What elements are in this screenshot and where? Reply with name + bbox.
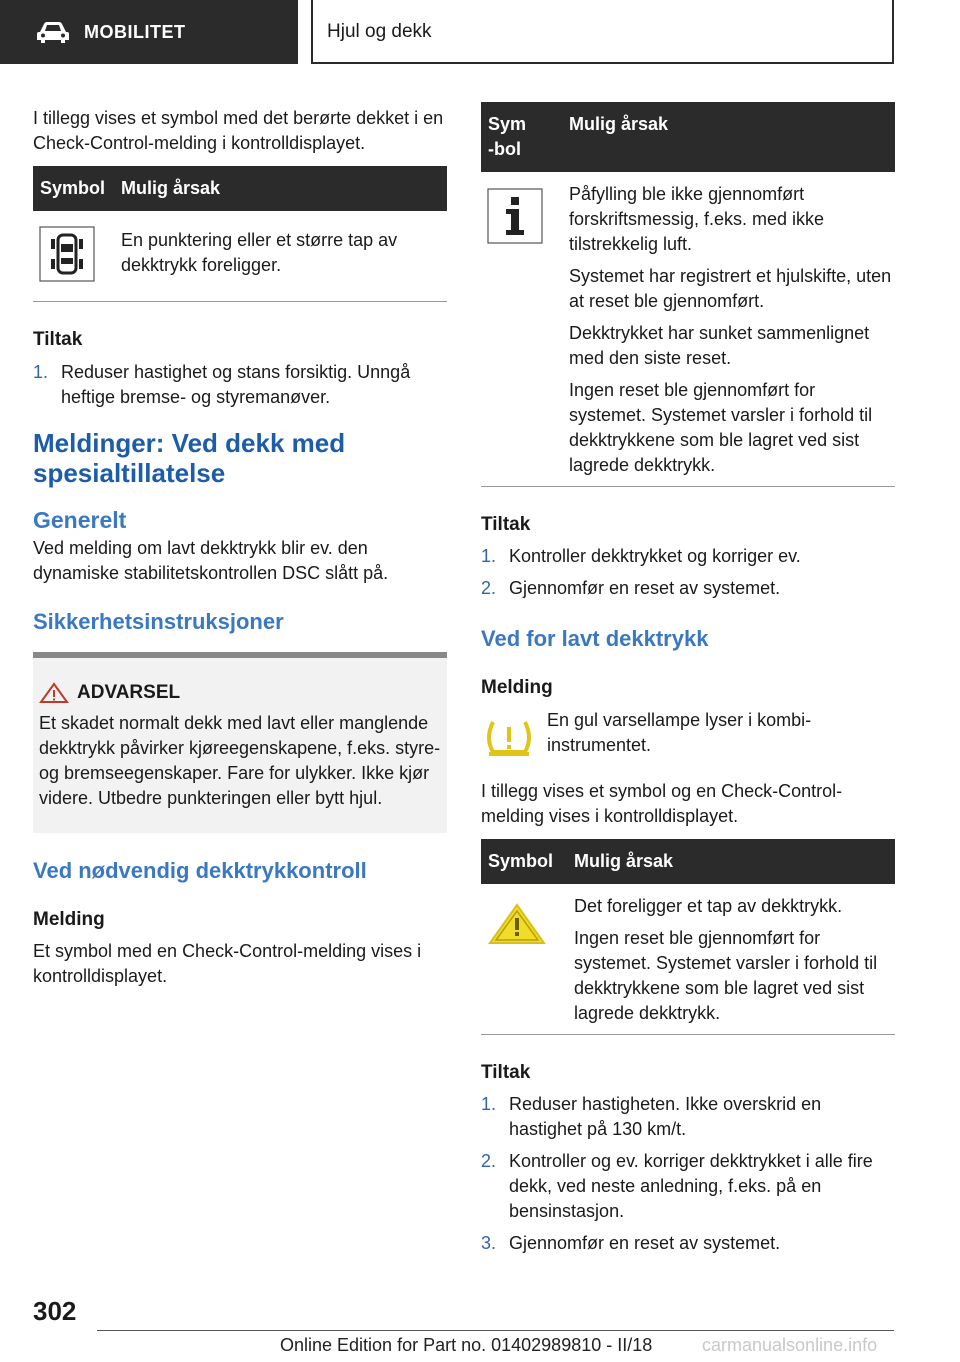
melding-block [481,708,895,765]
col-cause-header: Mulig årsak [569,114,669,134]
info-icon [487,188,543,244]
table-row [481,172,895,487]
cause-text: Systemet har registrert et hjulskifte, uten at reset ble gjennomført. [569,266,892,311]
table-header [481,102,895,172]
tiltak-heading: Tiltak [33,329,83,350]
cause-text: Dekktrykket har sunket sammenlignet med den siste reset. [569,323,870,368]
col-cause-header: Mulig årsak [121,178,221,198]
sikkerhet-heading: Sikkerhetsinstruksjoner [33,609,284,634]
symbol-table-1 [33,166,447,302]
table-header [33,166,447,211]
tiltak-list [481,544,895,601]
melding-heading: Melding [481,677,553,698]
table-header [481,839,895,884]
list-item: 1. Kontroller dekktrykket og korriger ev. [481,546,801,566]
footer-divider [97,1330,894,1331]
section-heading: Meldinger: Ved dekk med spesialtillatelse [33,428,346,488]
symbol-table-2 [481,102,895,487]
symbol-table-3 [481,839,895,1035]
generelt-heading: Generelt [33,507,127,533]
list-item: 2. Gjennomfør en reset av systemet. [481,578,781,598]
intro-paragraph: I tillegg vises et symbol med det berørte dekket i en Check-Control-melding i kontrolldisplayet. [33,108,444,153]
generelt-text: Ved melding om lavt dekktrykk blir ev. den dynamiske stabilitetskontrollen DSC slått på. [33,538,389,583]
list-item: 1. Reduser hastighet og stans forsiktig. Unngå heftige bremse- og styremanøver. [33,362,411,407]
cause-text: Påfylling ble ikke gjennomført forskriftsmessig, f.eks. med ikke tilstrekkelig luft. [569,184,825,254]
cause-text: En punktering eller et større tap av dekktrykk foreligger. [121,230,398,275]
tiltak-heading: Tiltak [481,1062,531,1083]
page-number: 302 [33,1296,77,1326]
warning-title: ADVARSEL [77,682,181,703]
header-section-tab [0,0,298,64]
lavt-heading: Ved for lavt dekktrykk [481,626,709,651]
list-item: 2. Kontroller og ev. korriger dekktrykket i alle fire dekk, ved neste anledning, f.eks. på en bensinstasjon. [481,1151,873,1221]
warning-triangle-icon [39,682,69,704]
edition-text: Online Edition for Part no. 01402989810 - II/18 [280,1335,653,1355]
tire-pressure-warning-icon [481,718,537,758]
chapter-title: Hjul og dekk [327,20,432,42]
intro-paragraph: I tillegg vises et symbol og en Check-Control-melding vises i kontrolldisplayet. [481,781,843,826]
melding-text: Et symbol med en Check-Control-melding vises i kontrolldisplayet. [33,941,422,986]
col-symbol-header: Sym-bol [488,114,527,159]
tiltak-list [481,1092,895,1256]
left-column [33,102,447,989]
melding-text: En gul varsellampe lyser i kombi-instrumentet. [547,710,812,755]
section-title: MOBILITET [84,21,186,42]
table-row [33,211,447,302]
tiltak-list [33,360,447,410]
cause-text: Det foreligger et tap av dekktrykk. [574,896,843,916]
melding-heading: Melding [33,909,105,930]
table-row [481,884,895,1035]
cause-text: Ingen reset ble gjennomført for systemet. Systemet varsler i forhold til dekktrykkene som ble lagret ved sist lagrede dekktrykk. [574,928,878,1023]
list-item: 3. Gjennomfør en reset av systemet. [481,1233,781,1253]
right-column [481,102,895,1256]
watermark: carmanualsonline.info [702,1335,878,1355]
chapter-tab [311,0,894,64]
car-top-view-icon [39,226,95,282]
cause-text: Ingen reset ble gjennomført for systemet. Systemet varsler i forhold til dekktrykkene som ble lagret ved sist lagrede dekktrykk. [569,380,873,475]
nodvendig-heading: Ved nødvendig dekktrykkontroll [33,858,367,883]
list-item: 1. Reduser hastigheten. Ikke overskrid en hastighet på 130 km/t. [481,1094,822,1139]
col-symbol-header: Symbol [40,178,106,198]
warning-box [33,652,447,833]
col-symbol-header: Symbol [488,851,554,871]
car-icon [36,20,70,44]
warning-triangle-icon [487,902,547,946]
col-cause-header: Mulig årsak [574,851,674,871]
tiltak-heading: Tiltak [481,514,531,535]
warning-text: Et skadet normalt dekk med lavt eller manglende dekktrykk påvirker kjøreegenskapene, f.eks. styre- og bremseegenskaper. Fare for ulykker. Ikke kjør videre. Utbedre punkteringen eller bytt hjul. [39,713,441,808]
